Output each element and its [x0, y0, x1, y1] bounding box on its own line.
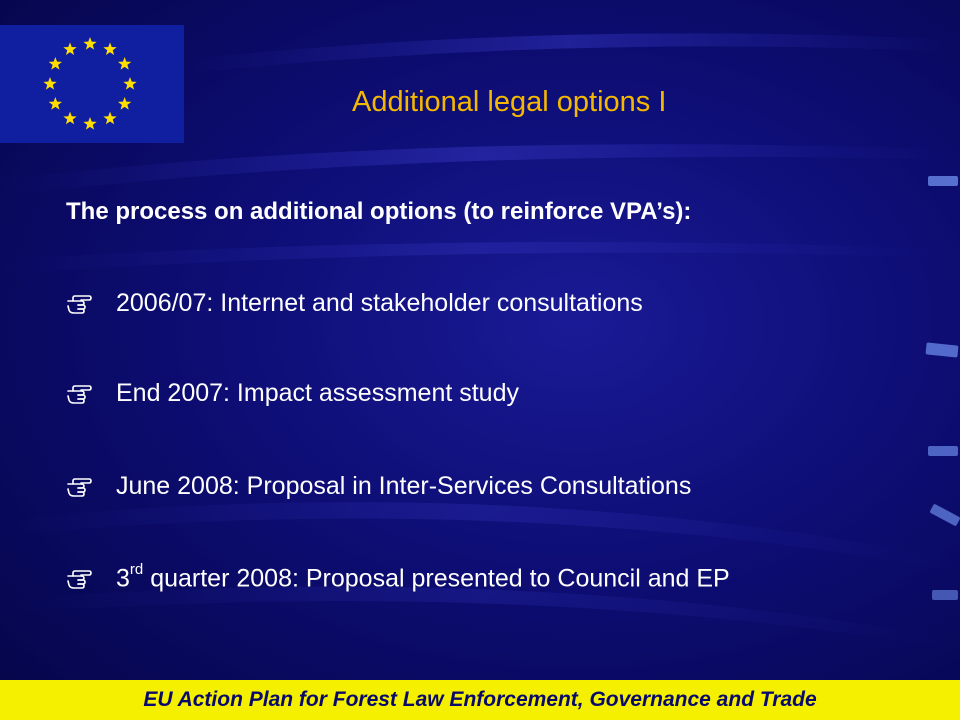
- flag-star-icon: [83, 37, 96, 50]
- pointing-hand-icon: [66, 382, 92, 408]
- bullet-ordinal: 3: [116, 564, 130, 593]
- bullet-ordinal-suffix: rd: [129, 561, 144, 578]
- flag-star-icon: [63, 112, 76, 125]
- flag-star-icon: [118, 97, 131, 110]
- eu-flag-logo: [0, 25, 184, 143]
- bullet-text: [116, 561, 730, 593]
- footer-banner: EU Action Plan for Forest Law Enforcement, Governance and Trade: [0, 680, 960, 720]
- flag-star-icon: [103, 112, 116, 125]
- flag-star-icon: [103, 42, 116, 55]
- flag-star-icon: [118, 57, 131, 70]
- pointing-hand-icon: [66, 292, 92, 318]
- pointing-hand-icon: [66, 567, 92, 593]
- flag-star-icon: [49, 97, 62, 110]
- flag-star-icon: [83, 117, 96, 130]
- flag-star-icon: [49, 57, 62, 70]
- flag-star-icon: [43, 77, 56, 90]
- flag-star-icon: [63, 42, 76, 55]
- intro-text: The process on additional options (to reinforce VPA’s):: [66, 198, 692, 225]
- flag-star-icon: [123, 77, 136, 90]
- bullet-text: 2006/07: Internet and stakeholder consultations: [116, 289, 643, 317]
- bullet-text: End 2007: Impact assessment study: [116, 379, 519, 407]
- bullet-text: June 2008: Proposal in Inter-Services Consultations: [116, 472, 692, 500]
- slide-title: Additional legal options I: [352, 86, 667, 118]
- bullet-text-rest: quarter 2008: Proposal presented to Council and EP: [143, 564, 730, 593]
- pointing-hand-icon: [66, 475, 92, 501]
